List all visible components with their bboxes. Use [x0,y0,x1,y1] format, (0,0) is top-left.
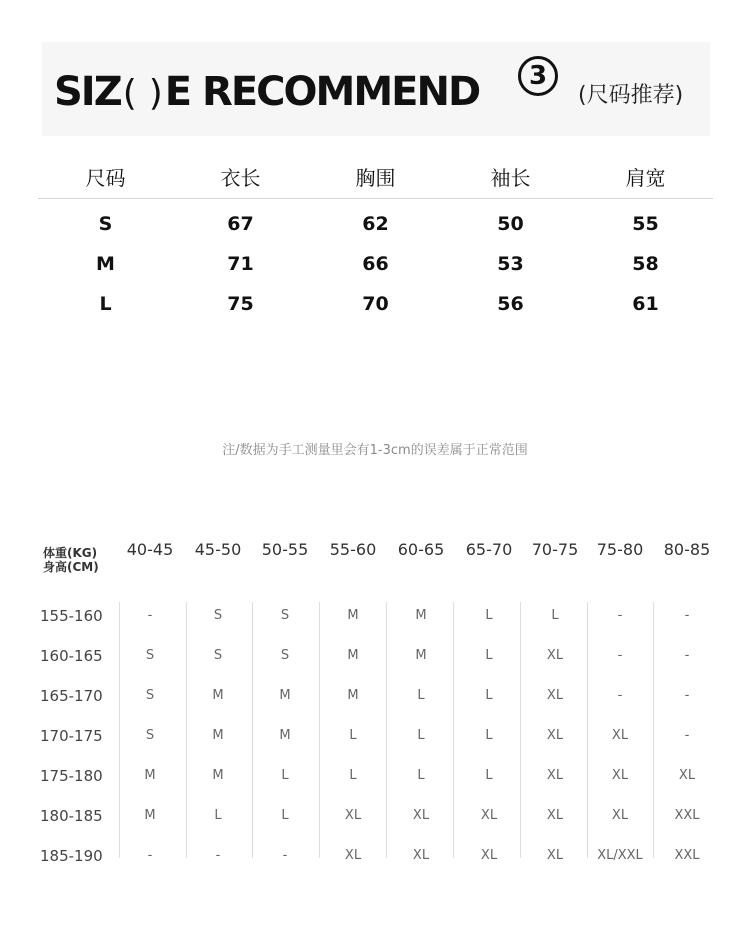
corner-height-label: 身高(CM) [43,560,99,574]
length-cell: 67 [227,213,254,235]
table-row [38,244,713,284]
weight-column-header: 75-80 [596,540,644,559]
recommended-size-cell: XL [344,808,362,823]
recommended-size-cell: XL/XXL [597,848,643,863]
sleeve-cell: 53 [497,253,524,275]
weight-column-header: 80-85 [663,540,711,559]
chest-cell: 62 [362,213,389,235]
recommended-size-cell: XL [546,848,564,863]
recommended-size-cell: XL [546,768,564,783]
recommendation-corner-label [43,546,99,574]
sleeve-cell: 50 [497,213,524,235]
size-cell: L [99,293,112,315]
length-cell: 75 [227,293,254,315]
recommended-size-cell: S [145,688,155,703]
recommended-size-cell: S [145,728,155,743]
recommended-size-cell: XL [546,648,564,663]
recommended-size-cell: XL [412,848,430,863]
recommended-size-cell: S [213,648,223,663]
recommended-size-cell: - [147,848,153,863]
size-table [38,156,713,324]
recommended-size-cell: XL [546,728,564,743]
recommended-size-cell: - [684,608,690,623]
recommended-size-cell: M [144,808,156,823]
recommended-size-cell: S [145,648,155,663]
table-row [38,284,713,324]
recommended-size-cell: L [485,608,493,623]
weight-column-header: 70-75 [531,540,579,559]
height-row-label: 160-165 [40,647,103,665]
recommended-size-cell: - [215,848,221,863]
recommended-size-cell: - [617,648,623,663]
weight-column-header: 65-70 [465,540,513,559]
header-length: 衣长 [173,156,308,199]
recommended-size-cell: L [417,728,425,743]
recommended-size-cell: - [684,648,690,663]
measurement-note: 注/数据为手工测量里会有1-3cm的误差属于正常范围 [222,443,528,458]
recommended-size-cell: L [349,768,357,783]
recommended-size-cell: L [485,648,493,663]
recommended-size-cell: M [212,728,224,743]
weight-column-header: 50-55 [261,540,309,559]
shoulder-cell: 58 [632,253,659,275]
recommended-size-cell: L [281,768,289,783]
height-row-label: 185-190 [40,847,103,865]
recommended-size-cell: - [684,688,690,703]
recommended-size-cell: - [282,848,288,863]
recommended-size-cell: M [415,648,427,663]
recommended-size-cell: XL [480,848,498,863]
weight-column-header: 55-60 [329,540,377,559]
circled-number-badge: 3 [518,56,558,96]
header-shoulder: 肩宽 [578,156,713,199]
height-row-label: 180-185 [40,807,103,825]
recommended-size-cell: S [280,608,290,623]
recommended-size-cell: XL [611,808,629,823]
recommended-size-cell: XL [678,768,696,783]
page-subtitle: (尺码推荐) [578,83,684,108]
recommended-size-cell: L [281,808,289,823]
recommended-size-cell: S [280,648,290,663]
recommended-size-cell: L [551,608,559,623]
recommended-size-cell: XL [344,848,362,863]
recommended-size-cell: XL [412,808,430,823]
weight-column-header: 40-45 [126,540,174,559]
shoulder-cell: 55 [632,213,659,235]
length-cell: 71 [227,253,254,275]
header-chest: 胸围 [308,156,443,199]
recommended-size-cell: - [684,728,690,743]
header-size: 尺码 [38,156,173,199]
recommended-size-cell: L [417,768,425,783]
recommended-size-cell: L [485,768,493,783]
title-right: E RECOMMEND [164,69,480,115]
recommended-size-cell: - [147,608,153,623]
shoulder-cell: 61 [632,293,659,315]
title-left: SIZ [54,69,121,115]
table-row [38,199,713,245]
recommended-size-cell: M [347,648,359,663]
recommended-size-cell: XL [611,768,629,783]
size-table-header [38,156,713,199]
recommended-size-cell: M [347,688,359,703]
recommended-size-cell: XL [546,688,564,703]
height-row-label: 165-170 [40,687,103,705]
recommended-size-cell: L [417,688,425,703]
recommended-size-cell: L [485,688,493,703]
recommended-size-cell: L [214,808,222,823]
corner-weight-label: 体重(KG) [43,546,98,560]
size-cell: S [98,213,113,235]
recommended-size-cell: M [144,768,156,783]
recommended-size-cell: M [212,768,224,783]
height-row-label: 170-175 [40,727,103,745]
recommended-size-cell: - [617,608,623,623]
recommended-size-cell: M [415,608,427,623]
recommended-size-cell: XXL [674,808,700,823]
recommended-size-cell: - [617,688,623,703]
page-title [54,62,479,122]
height-row-label: 155-160 [40,607,103,625]
column-divider [386,602,387,858]
sleeve-cell: 56 [497,293,524,315]
weight-column-header: 45-50 [194,540,242,559]
weight-column-header: 60-65 [397,540,445,559]
recommended-size-cell: L [485,728,493,743]
header-sleeve: 袖长 [443,156,578,199]
title-paren-left: ( [122,73,137,114]
title-paren-right: ) [148,73,163,114]
recommended-size-cell: XL [611,728,629,743]
recommended-size-cell: XL [480,808,498,823]
size-cell: M [96,253,115,275]
chest-cell: 70 [362,293,389,315]
recommended-size-cell: M [279,688,291,703]
recommended-size-cell: L [349,728,357,743]
recommended-size-cell: M [212,688,224,703]
recommended-size-cell: XXL [674,848,700,863]
height-row-label: 175-180 [40,767,103,785]
recommended-size-cell: XL [546,808,564,823]
recommended-size-cell: M [347,608,359,623]
chest-cell: 66 [362,253,389,275]
recommended-size-cell: S [213,608,223,623]
recommended-size-cell: M [279,728,291,743]
